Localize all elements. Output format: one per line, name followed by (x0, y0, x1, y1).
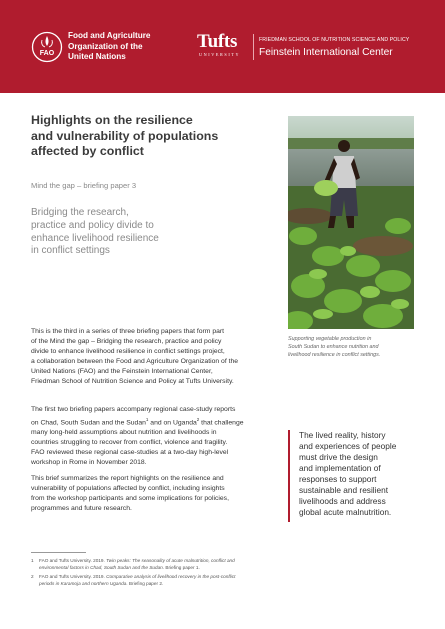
farmer-photo (288, 116, 414, 329)
summary-paragraph: This brief summarizes the report highlights on the resilience and vulnerability of populations affected by conflict, including insights from the workshop participants and some implications for policies, programmes and future research. (31, 475, 229, 512)
tufts-university-label: UNIVERSITY (199, 52, 241, 57)
fao-logo-icon (31, 31, 63, 63)
header-banner (0, 0, 445, 93)
footnote-ref-2[interactable]: 2 (196, 416, 200, 422)
svg-text:FAO: FAO (39, 50, 55, 57)
footnote-divider (31, 552, 86, 553)
footnote-1: 1 FAO and Tufts University. 2019. Twin peaks: The seasonality of acute malnutrition, conflict and environmental factors in Chad, South Sudan and the Sudan. Briefing paper 1. (31, 558, 235, 570)
case-studies-paragraph: The first two briefing papers accompany regional case-study reports on Chad, South Sudan and the Sudan$^1$ and on Uganda$^2$ that challenge many long-held assumptions about nutrition and livelihoods in countries struggling to recover from conflict, violence and fragility. FAO reviewed these regional case-studies at a two-day high-level workshop in Rome in November 2018. (31, 406, 244, 466)
photo-caption: Supporting vegetable production in South Sudan to enhance nutrition and livelihood resilience in conflict settings. (288, 336, 381, 358)
header-divider (253, 34, 254, 60)
pull-quote: The lived reality, history and experiences of people must drive the design and implementation of responses to support sustainable and resilient livelihoods and address global acute malnutrition. (299, 430, 397, 517)
page-title: Highlights on the resilience and vulnerability of populations affected by conflict (31, 113, 219, 158)
feinstein-center-label: Feinstein International Center (259, 47, 393, 58)
farmer-photo-icon (288, 116, 414, 329)
fao-name: Food and Agriculture Organization of the United Nations (68, 31, 151, 62)
quote-accent-bar (288, 430, 290, 522)
tufts-logo: Tufts (197, 31, 238, 52)
page-subtitle: Bridging the research, practice and policy divide to enhance livelihood resilience in conflict settings (31, 207, 159, 257)
footnote-2: 2 FAO and Tufts University. 2019. Comparative analysis of livelihood recovery in the post-conflict periods in Karamoja and northern Uganda. Briefing paper 2. (31, 574, 236, 586)
friedman-school-label: FRIEDMAN SCHOOL OF NUTRITION SCIENCE AND POLICY (259, 37, 410, 43)
series-label: Mind the gap – briefing paper 3 (31, 181, 137, 190)
footnote-ref-1[interactable]: 1 (145, 416, 149, 422)
intro-paragraph: This is the third in a series of three briefing papers that form part of the Mind the gap – Bridging the research, practice and policy divide to enhance livelihood resilience in conflict settings project, a collaboration between the Food and Agriculture Organization of the United Nations (FAO) and the Feinstein International Center, Friedman School of Nutrition Science and Policy at Tufts University. (31, 328, 239, 385)
